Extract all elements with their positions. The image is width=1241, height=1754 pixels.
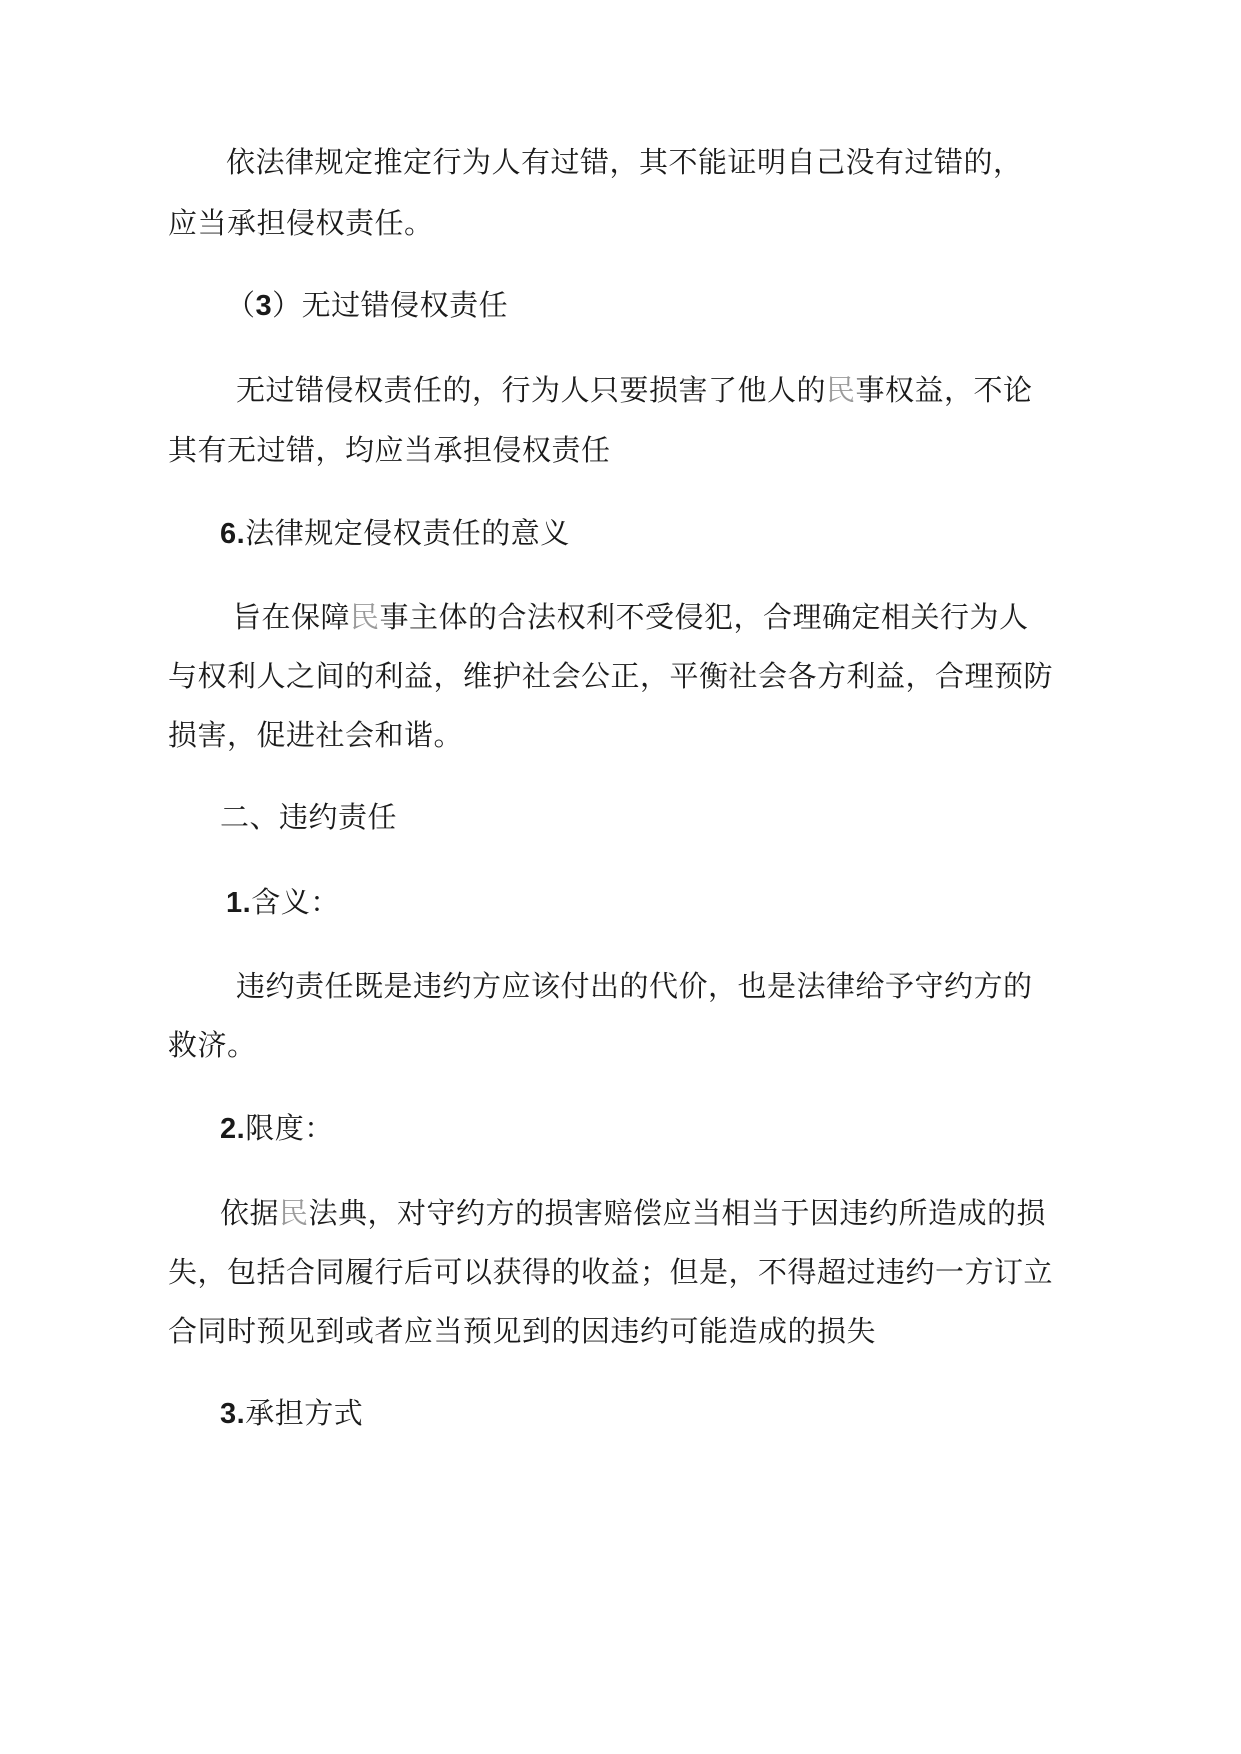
para3-line3: 损害，促进社会和谐。 xyxy=(168,718,464,752)
item-3-heading xyxy=(220,1393,363,1434)
para4-line1: 违约责任既是违约方应该付出的代价，也是法律给予守约方的 xyxy=(236,969,1033,1003)
heading-3 xyxy=(226,285,508,326)
item-2-number: 2. xyxy=(220,1113,246,1145)
heading-3-number: 3 xyxy=(255,290,273,322)
para3-line2: 与权利人之间的利益，维护社会公正，平衡社会各方利益，合理预防 xyxy=(168,659,1054,693)
para2-line1-a: 无过错侵权责任的，行为人只要损害了他人的 xyxy=(236,373,827,407)
heading-6-number: 6. xyxy=(220,518,246,550)
para2-line1 xyxy=(236,370,1033,410)
para3-line1-faint: 民 xyxy=(350,600,380,634)
heading-3-open: （ xyxy=(226,288,256,322)
para5-line1-faint: 民 xyxy=(279,1196,309,1230)
item-1-heading xyxy=(226,882,340,923)
item-3-number: 3. xyxy=(220,1398,246,1430)
para3-line1-b: 事主体的合法权利不受侵犯，合理确定相关行为人 xyxy=(379,600,1029,634)
para5-line1-a: 依据 xyxy=(220,1196,280,1230)
para4-line2: 救济。 xyxy=(168,1028,257,1062)
item-2-text: 限度： xyxy=(245,1111,334,1145)
para2-line2: 其有无过错，均应当承担侵权责任 xyxy=(168,433,611,467)
para1-line1: 依法律规定推定行为人有过错，其不能证明自己没有过错的， xyxy=(226,145,1023,179)
item-1-text: 含义： xyxy=(251,885,340,919)
para2-line1-faint: 民 xyxy=(826,373,856,407)
para3-line1 xyxy=(232,597,1029,637)
para1-line2: 应当承担侵权责任。 xyxy=(168,206,434,240)
section-2-heading: 二、违约责任 xyxy=(220,800,398,834)
item-3-text: 承担方式 xyxy=(245,1396,364,1430)
para3-line1-a: 旨在保障 xyxy=(232,600,351,634)
item-1-number: 1. xyxy=(226,887,252,919)
para5-line2: 失，包括合同履行后可以获得的收益；但是，不得超过违约一方订立 xyxy=(168,1255,1054,1289)
para5-line1-b: 法典，对守约方的损害赔偿应当相当于因违约所造成的损 xyxy=(308,1196,1047,1230)
item-2-heading xyxy=(220,1108,334,1149)
para5-line3: 合同时预见到或者应当预见到的因违约可能造成的损失 xyxy=(168,1314,877,1348)
heading-3-text: ）无过错侵权责任 xyxy=(272,288,509,322)
para2-line1-b: 事权益，不论 xyxy=(855,373,1033,407)
heading-6 xyxy=(220,513,570,554)
para5-line1 xyxy=(220,1193,1046,1233)
heading-6-text: 法律规定侵权责任的意义 xyxy=(245,516,570,550)
